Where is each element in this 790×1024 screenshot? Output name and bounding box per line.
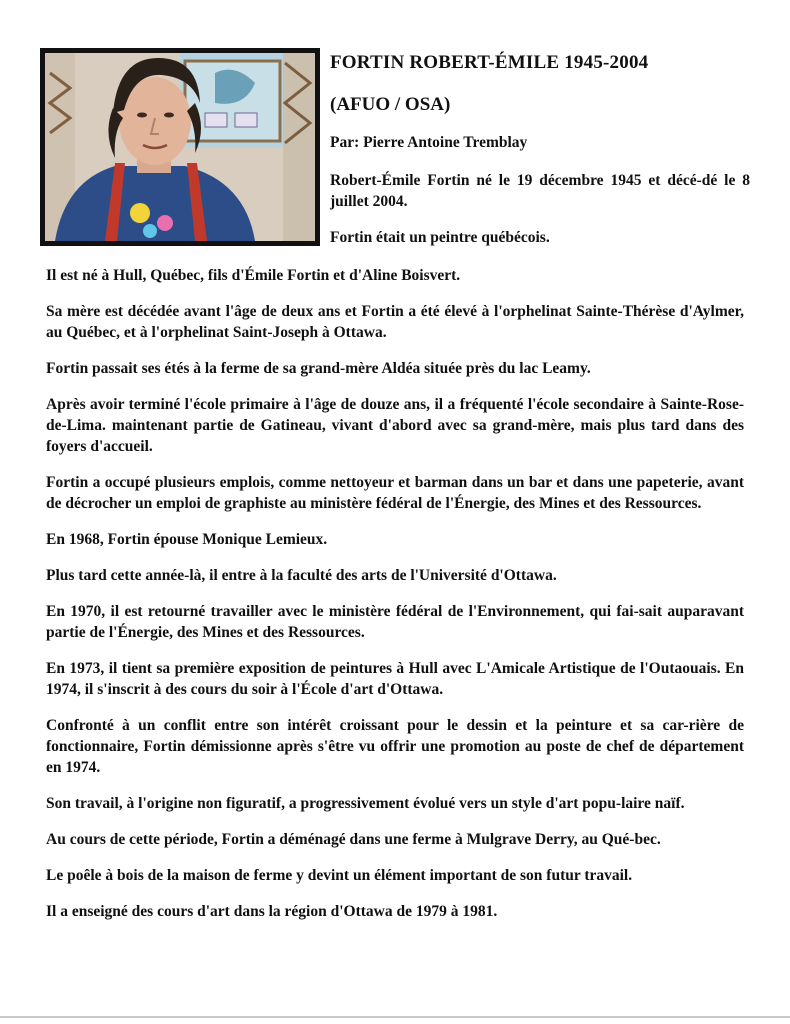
body-paragraph: Fortin a occupé plusieurs emplois, comme nettoyeur et barman dans un bar et dans une papeterie, avant de décrocher un emploi de graphiste au ministère fédéral de l'Énergie, des Mines et des Ressources. (46, 474, 744, 512)
portrait-photo (45, 53, 315, 241)
body-paragraph: Il est né à Hull, Québec, fils d'Émile Fortin et d'Aline Boisvert. (46, 267, 461, 284)
header-block (330, 52, 750, 263)
body-paragraph: Confronté à un conflit entre son intérêt croissant pour le dessin et la peinture et sa car-rière de fonctionnaire, Fortin démissionne après s'être vu offrir une promotion au poste de chef de département en 1974. (46, 717, 744, 776)
body-paragraph: En 1970, il est retourné travailler avec le ministère fédéral de l'Environnement, qui fai-sait auparavant partie de l'Énergie, des Mines et des Ressources. (46, 603, 744, 641)
document-author: Par: Pierre Antoine Tremblay (330, 134, 528, 151)
body-paragraph: Après avoir terminé l'école primaire à l'âge de douze ans, il a fréquenté l'école secondaire à Sainte-Rose-de-Lima. maintenant partie de Gatineau, vivant d'abord avec sa grand-mère, mais plus tard dans des foyers d'accueil. (46, 396, 744, 455)
intro-paragraph: Robert-Émile Fortin né le 19 décembre 1945 et décé-dé le 8 juillet 2004. (330, 172, 750, 210)
intro-paragraph: Fortin était un peintre québécois. (330, 229, 550, 246)
body-paragraph: Il a enseigné des cours d'art dans la région d'Ottawa de 1979 à 1981. (46, 903, 498, 920)
page-edge-divider (0, 1016, 790, 1018)
body-paragraph: Fortin passait ses étés à la ferme de sa grand-mère Aldéa située près du lac Leamy. (46, 360, 591, 377)
portrait-illustration (45, 53, 315, 241)
document-subtitle: (AFUO / OSA) (330, 94, 451, 115)
body-paragraph: En 1973, il tient sa première exposition de peintures à Hull avec L'Amicale Artistique de l'Outaouais. En 1974, il s'inscrit à des cours du soir à l'École d'art d'Ottawa. (46, 660, 744, 698)
body-paragraph: Son travail, à l'origine non figuratif, a progressivement évolué vers un style d'art popu-laire naïf. (46, 795, 685, 812)
body-text (46, 265, 744, 937)
body-paragraph: Sa mère est décédée avant l'âge de deux ans et Fortin a été élevé à l'orphelinat Sainte-Thérèse d'Aylmer, au Québec, et à l'orphelinat Saint-Joseph à Ottawa. (46, 303, 744, 341)
body-paragraph: Au cours de cette période, Fortin a déménagé dans une ferme à Mulgrave Derry, au Qué-bec. (46, 831, 661, 848)
body-paragraph: Plus tard cette année-là, il entre à la faculté des arts de l'Université d'Ottawa. (46, 567, 557, 584)
body-paragraph: Le poêle à bois de la maison de ferme y devint un élément important de son futur travail. (46, 867, 633, 884)
portrait-photo-frame (40, 48, 320, 246)
document-title: FORTIN ROBERT-ÉMILE 1945-2004 (330, 52, 649, 73)
body-paragraph: En 1968, Fortin épouse Monique Lemieux. (46, 531, 328, 548)
